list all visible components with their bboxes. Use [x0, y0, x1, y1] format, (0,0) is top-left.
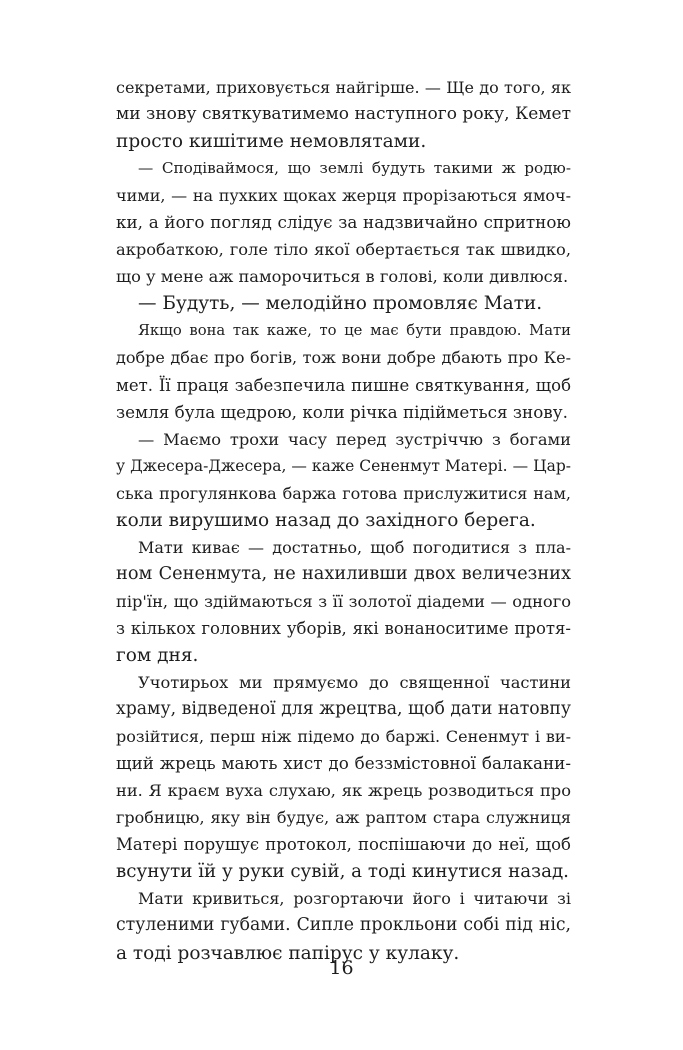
page-number: 16 — [329, 957, 354, 979]
text-line: чими, — на пухких щоках жерця прорізаються ямоч- — [116, 186, 571, 206]
text-line: Мати киває — достатньо, щоб погодитися з пла- — [138, 537, 571, 557]
text-line: просто кишітиме немовлятами. — [116, 131, 427, 153]
text-line: стуленими губами. Сипле прокльони собі під ніс, — [116, 915, 571, 936]
text-line: храму, відведеної для жрецтва, щоб дати натовпу — [116, 699, 571, 720]
paragraph — [116, 290, 571, 317]
text-line: з кількох головних уборів, які вонаноситиме протя- — [116, 618, 571, 638]
text-line: гробницю, яку він будує, аж раптом стара служниця — [116, 808, 571, 828]
text-line: добре дбає про богів, тож вони добре дбають про Ке- — [116, 348, 571, 368]
text-line: у Джесера-Джесера, — каже Сененмут Матері. — Цар- — [116, 456, 571, 475]
text-line: пір'їн, що здіймаються з її золотої діадеми — одного — [116, 591, 571, 611]
text-line: Матері порушує протокол, поспішаючи до неї, щоб — [116, 835, 571, 855]
text-line: Учотирьох ми прямуємо до священної частини — [138, 673, 571, 693]
text-line: — Маємо трохи часу перед зустріччю з богами — [138, 429, 571, 449]
text-line: гом дня. — [116, 644, 199, 666]
text-line: секретами, приховується найгірше. — Ще до того, як — [116, 78, 571, 97]
text-line: Якщо вона так каже, то це має бути правдою. Мати — [138, 322, 571, 340]
text-line: земля була щедрою, коли річка підійметься знову. — [116, 401, 568, 422]
text-line: ська прогулянкова баржа готова прислужитися нам, — [116, 483, 571, 503]
paragraph — [116, 669, 571, 885]
text-line: акробаткою, голе тіло якої обертається так швидко, — [116, 240, 571, 260]
text-line: ки, а його погляд слідує за надзвичайно спритною — [116, 212, 571, 233]
text-line: щий жрець мають хист до беззмістовної балакани- — [116, 753, 571, 774]
paragraph — [116, 74, 571, 155]
paragraph — [116, 155, 571, 290]
text-line: ни. Я краєм вуха слухаю, як жрець розводиться про — [116, 781, 571, 801]
text-line: а тоді розчавлює папірус у кулаку. — [116, 942, 460, 964]
text-line: ми знову святкуватимемо наступного року, Кемет — [116, 104, 571, 125]
text-line: коли вирушимо назад до західного берега. — [116, 509, 536, 531]
paragraph — [116, 317, 571, 425]
text-line: всунути їй у руки сувій, а тоді кинутися назад. — [116, 861, 569, 883]
text-line: — Будуть, — мелодійно промовляє Мати. — [138, 293, 543, 315]
text-line: Мати кривиться, розгортаючи його і читаючи зі — [138, 889, 571, 909]
paragraph — [116, 534, 571, 669]
body-text — [116, 74, 571, 967]
paragraph — [116, 885, 571, 966]
text-line: ном Сененмута, не нахиливши двох величезних — [116, 563, 571, 584]
text-line: мет. Її праця забезпечила пишне святкування, щоб — [116, 375, 571, 395]
text-line: розійтися, перш ніж підемо до баржі. Сененмут і ви- — [116, 727, 571, 747]
text-line: що у мене аж паморочиться в голові, коли дивлюся. — [116, 267, 569, 287]
paragraph — [116, 426, 571, 534]
text-line: — Сподіваймося, що землі будуть такими ж родю- — [138, 159, 571, 178]
